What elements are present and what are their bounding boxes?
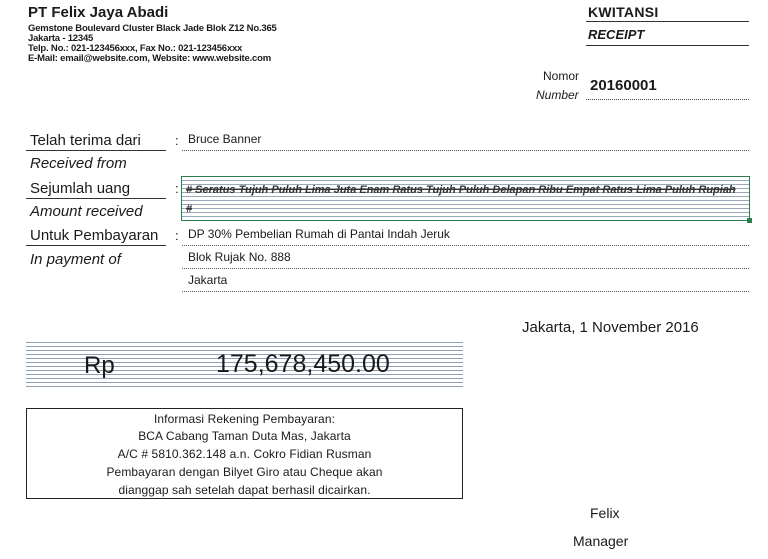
signatory-name: Felix: [590, 505, 620, 521]
payment-label-rule: [26, 245, 166, 246]
subtitle-divider: [586, 45, 749, 46]
title-divider: [586, 21, 749, 22]
payment-label-en: In payment of: [30, 251, 121, 268]
number-divider: [586, 99, 749, 100]
bank-info-heading: Informasi Rekening Pembayaran:: [153, 412, 336, 426]
received-from-label: Telah terima dari: [30, 132, 141, 149]
receipt-number: 20160001: [590, 77, 657, 94]
selection-fill-handle[interactable]: [747, 218, 752, 223]
company-address: Gemstone Boulevard Cluster Black Jade Blok Z12 No.365: [28, 23, 277, 34]
bank-info-branch: BCA Cabang Taman Duta Mas, Jakarta: [138, 429, 351, 443]
amount-label-rule: [26, 198, 166, 199]
currency-label: Rp: [84, 352, 115, 379]
company-name: PT Felix Jaya Abadi: [28, 4, 169, 21]
amount-words-cell[interactable]: [181, 176, 750, 221]
number-label: Number: [536, 88, 579, 102]
received-from-colon: :: [175, 133, 179, 148]
receipt-date: Jakarta, 1 November 2016: [522, 319, 699, 336]
payment-dotted-line-2: [182, 268, 749, 269]
company-city: Jakarta - 12345: [28, 33, 94, 44]
payment-line-3: Jakarta: [188, 273, 228, 287]
received-from-label-en: Received from: [30, 155, 127, 172]
amount-value: 175,678,450.00: [216, 350, 390, 378]
amount-label-en: Amount received: [30, 203, 143, 220]
amount-colon: :: [175, 181, 179, 196]
payment-label: Untuk Pembayaran: [30, 227, 159, 244]
amount-words: # Seratus Tujuh Puluh Lima Juta Enam Ratus Tujuh Puluh Delapan Ribu Empat Ratus Lima Puluh Rupiah #: [186, 184, 736, 215]
payment-dotted-line-1: [182, 245, 749, 246]
receipt-title: KWITANSI: [588, 4, 659, 20]
received-from-rule: [26, 150, 166, 151]
signatory-title: Manager: [573, 533, 629, 549]
receipt-subtitle: RECEIPT: [588, 27, 645, 42]
received-from-dotted-line: [182, 150, 749, 151]
amount-label: Sejumlah uang: [30, 180, 131, 197]
payment-line-2: Blok Rujak No. 888: [188, 250, 291, 264]
bank-info-account: A/C # 5810.362.148 a.n. Cokro Fidian Rusman: [117, 447, 372, 461]
nomor-label: Nomor: [543, 69, 580, 83]
bank-info-box: [26, 408, 463, 499]
payment-colon: :: [175, 228, 179, 243]
payment-dotted-line-3: [182, 291, 749, 292]
company-phone: Telp. No.: 021-123456xxx, Fax No.: 021-123456xxx: [28, 43, 243, 54]
received-from-value: Bruce Banner: [188, 132, 262, 146]
payment-line-1: DP 30% Pembelian Rumah di Pantai Indah Jeruk: [188, 227, 450, 241]
bank-info-note-1: Pembayaran dengan Bilyet Giro atau Cheque akan: [106, 465, 383, 479]
company-contact: E-Mail: email@website.com, Website: www.website.com: [28, 53, 271, 64]
bank-info-note-2: dianggap sah setelah dapat berhasil dicairkan.: [118, 483, 371, 497]
